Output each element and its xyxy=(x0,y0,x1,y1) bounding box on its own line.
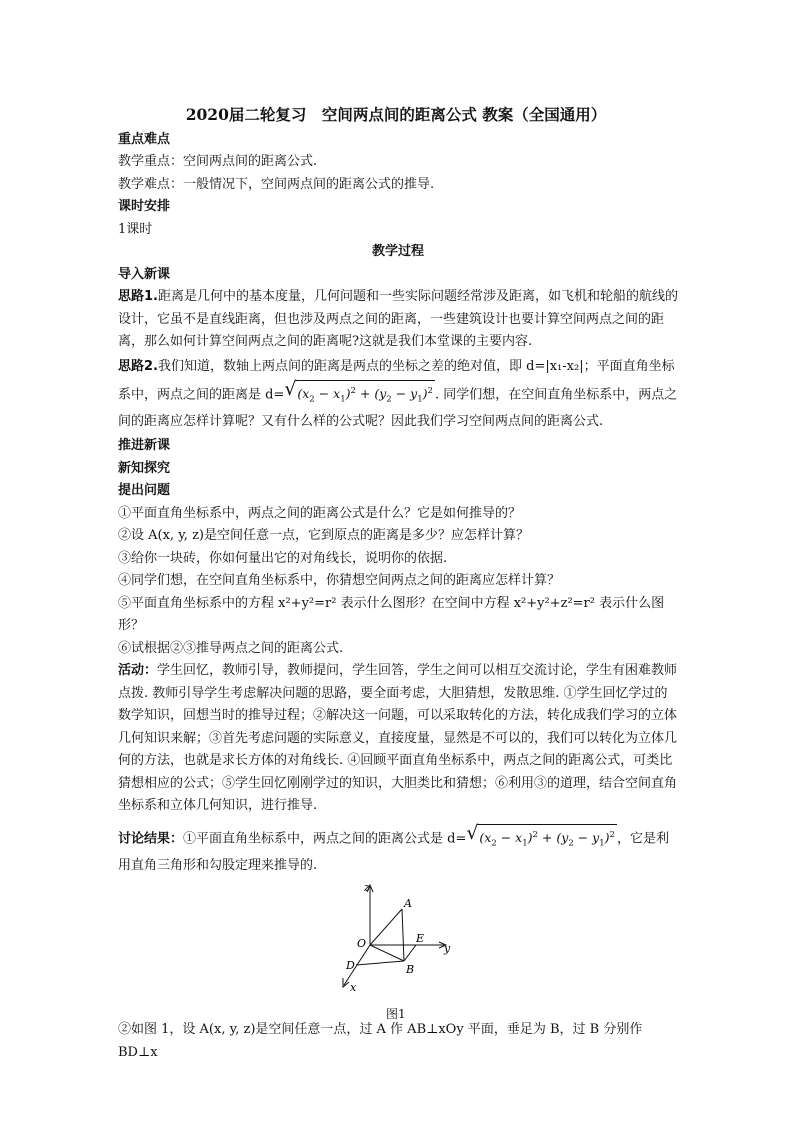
section-heading-time: 课时安排 xyxy=(118,199,171,214)
question-3: ③给你一块砖，你如何量出它的对角线长，说明你的依据. xyxy=(118,550,448,566)
question-6: ⑥试根据②③推导两点之间的距离公式. xyxy=(118,640,344,656)
segment-BE xyxy=(404,945,416,961)
distance-formula-2: √ $(x_2 - x_1)^2 + (y_2 - y_1)^2$ xyxy=(466,824,617,854)
label-D: D xyxy=(346,959,355,973)
idea-2-label: 思路2. xyxy=(118,358,158,374)
idea-2-text-a: 我们知道，数轴上两点间的距离是两点的坐标之差的绝对值，即 d=|x₁-x₂|；平面直角坐标系中，两点之间的距离是 d= xyxy=(118,358,675,402)
distance-formula: √ $(x_2 - x_1)^2 + (y_2 - y_1)^2$ xyxy=(284,380,435,410)
question-4: ④同学们想，在空间直角坐标系中，你猜想空间两点之间的距离应怎样计算？ xyxy=(118,573,561,589)
section-heading-new: 推进新课 xyxy=(118,438,171,454)
result-text-b: ，它是利用直角三角形和勾股定理来推导的. xyxy=(118,830,669,874)
difficult-point: 教学难点：一般情况下，空间两点间的距离公式的推导. xyxy=(118,176,435,192)
section-heading-key: 重点难点 xyxy=(118,131,171,147)
result-text-a: ①平面直角坐标系中，两点之间的距离公式是 d= xyxy=(183,830,467,846)
idea-1-paragraph xyxy=(118,286,678,354)
segment-AB xyxy=(402,909,404,961)
section-heading-explore: 新知探究 xyxy=(118,460,171,476)
document-page xyxy=(118,104,678,1064)
derivation-line: ②如图 1，设 A(x, y, z)是空间任意一点，过 A 作 AB⊥xOy 平面，垂足为 B，过 B 分别作 BD⊥x xyxy=(118,1022,643,1060)
process-title: 教学过程 xyxy=(371,244,424,259)
activity-paragraph xyxy=(118,660,678,818)
idea-2-text-b: . 同学们想，在空间直角坐标系中，两点之间的距离应怎样计算呢？又有什么样的公式呢？因此我们学习空间两点间的距离公式. xyxy=(118,386,678,430)
idea-2-paragraph xyxy=(118,354,678,436)
idea-1-label: 思路1. xyxy=(118,289,158,304)
label-y: y xyxy=(444,942,451,956)
document-title: 2020届二轮复习 空间两点间的距离公式 教案（全国通用） xyxy=(185,105,607,124)
key-point: 教学重点：空间两点间的距离公式. xyxy=(118,154,318,169)
lesson-time: 1课时 xyxy=(118,221,153,237)
label-B: B xyxy=(406,963,415,977)
figure-1 xyxy=(118,879,678,1022)
segment-DB xyxy=(356,961,404,965)
label-A: A xyxy=(404,897,412,911)
segment-OA xyxy=(370,909,402,945)
idea-1-text: 距离是几何中的基本度量，几何问题和一些实际问题经常涉及距离，如飞机和轮船的航线的设计，它虽不是直线距离，但也涉及两点之间的距离，一些建筑设计也要计算空间两点之间的距离，那么如何计算空间两点之间的距离呢?这就是我们本堂课的主要内容. xyxy=(118,289,678,349)
activity-text: 学生回忆，教师引导，教师提问，学生回答，学生之间可以相互交流讨论，学生有困难教师点拨. 教师引导学生考虑解决问题的思路，要全面考虑，大胆猜想，发散思维. ①学生回忆学过的数学知识，回想当时的推导过程；②解决这一问题，可以采取转化的方法，转化成我们学习的立体几何知识来解；③首先考虑问题的实际意义，直接度量，显然是不可以的，我们可以转化为立体几何的方法，也就是求长方体的对角线长. ④回顾平面直角坐标系中，两点之间的距离公式，可类比猜想相应的公式；⑤学生回忆刚刚学过的知识，大胆类比和猜想；⑥利用③的道理，结合空间直角坐标系和立体几何知识，进行推导. xyxy=(118,663,678,814)
label-E: E xyxy=(416,932,425,946)
result-label: 讨论结果： xyxy=(118,830,184,846)
question-5: ⑤平面直角坐标系中的方程 x²+y²=r² 表示什么图形？在空间中方程 x²+y²+z²=r² 表示什么图形？ xyxy=(118,595,665,634)
section-heading-question: 提出问题 xyxy=(118,483,171,499)
activity-label: 活动： xyxy=(118,663,158,679)
coordinate-diagram xyxy=(336,879,476,1001)
question-2: ②设 A(x, y, z)是空间任意一点，它到原点的距离是多少？应怎样计算？ xyxy=(118,528,529,544)
segment-OB xyxy=(370,945,404,961)
figure-caption: 图1 xyxy=(386,1007,406,1022)
result-paragraph xyxy=(118,821,678,880)
label-z: z xyxy=(364,881,370,895)
section-heading-intro: 导入新课 xyxy=(118,266,171,282)
label-x: x xyxy=(350,981,357,995)
question-1: ①平面直角坐标系中，两点之间的距离公式是什么？它是如何推导的？ xyxy=(118,505,522,521)
label-O: O xyxy=(357,937,367,951)
